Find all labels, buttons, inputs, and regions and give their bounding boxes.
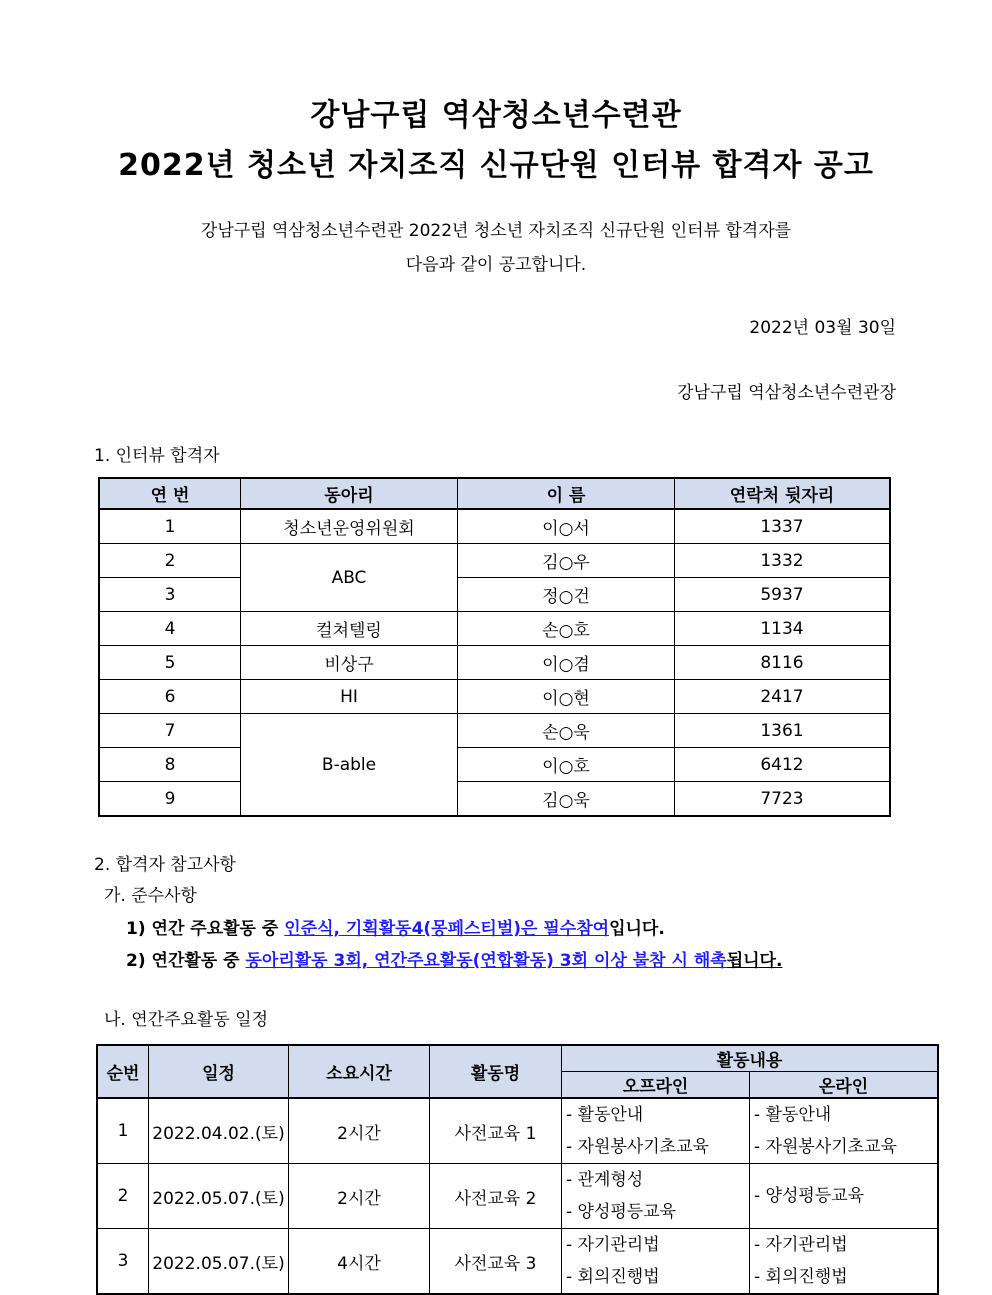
rule-1-prefix: 1) 연간 주요활동 중 [126, 919, 285, 939]
row-phone: 1337 [675, 509, 891, 544]
table-row [99, 680, 890, 714]
row-name: 정○건 [458, 578, 675, 612]
row-no: 8 [99, 748, 241, 782]
row-name: 이○겸 [458, 646, 675, 680]
row-no: 1 [99, 509, 241, 544]
col-duration: 소요시간 [289, 1045, 430, 1098]
rule-1 [126, 914, 665, 939]
row-club: 비상구 [241, 646, 458, 680]
row-name: 손○욱 [458, 714, 675, 748]
col-name: 이 름 [458, 478, 675, 509]
rule-2 [126, 946, 782, 971]
sched-date: 2022.05.07.(토) [149, 1164, 289, 1229]
sched-offline [562, 1164, 750, 1229]
sched-online [750, 1098, 939, 1164]
list-item: - 자기관리법 [754, 1235, 848, 1255]
table-row [99, 578, 890, 612]
col-content: 활동내용 [562, 1045, 939, 1072]
list-item: - 자원봉사기초교육 [566, 1137, 709, 1157]
row-phone: 1361 [675, 714, 891, 748]
section-1-heading: 1. 인터뷰 합격자 [94, 446, 220, 466]
sched-no: 2 [97, 1164, 149, 1229]
rule-1-highlight: 인준식, 기획활동4(몽페스티벌)은 필수참여 [284, 919, 610, 939]
col-online: 온라인 [750, 1072, 939, 1099]
sched-offline [562, 1229, 750, 1295]
sched-date: 2022.04.02.(토) [149, 1098, 289, 1164]
list-item: - 회의진행법 [754, 1267, 848, 1287]
row-club: B-able [241, 714, 458, 817]
row-phone: 8116 [675, 646, 891, 680]
list-item: - 양성평등교육 [754, 1186, 865, 1206]
title-line-1: 강남구립 역삼청소년수련관 [310, 98, 682, 133]
issuer: 강남구립 역삼청소년수련관장 [677, 383, 896, 403]
intro-line-2: 다음과 같이 공고합니다. [405, 255, 587, 275]
title-line-2: 2022년 청소년 자치조직 신규단원 인터뷰 합격자 공고 [118, 148, 874, 183]
row-phone: 6412 [675, 748, 891, 782]
row-name: 손○호 [458, 612, 675, 646]
row-club: HI [241, 680, 458, 714]
table-row [97, 1229, 938, 1295]
table-row [97, 1164, 938, 1229]
list-item: - 활동안내 [566, 1105, 644, 1125]
col-date: 일정 [149, 1045, 289, 1098]
table-row [99, 782, 890, 817]
list-item: - 활동안내 [754, 1105, 832, 1125]
section-2-heading: 2. 합격자 참고사항 [94, 855, 236, 875]
sched-no: 3 [97, 1229, 149, 1295]
row-name: 이○호 [458, 748, 675, 782]
passers-table [98, 477, 891, 817]
table-row [99, 509, 890, 544]
col-activity: 활동명 [430, 1045, 562, 1098]
table-row [99, 612, 890, 646]
table-row [99, 714, 890, 748]
sched-offline [562, 1098, 750, 1164]
table-row [97, 1098, 938, 1164]
intro-line-1: 강남구립 역삼청소년수련관 2022년 청소년 자치조직 신규단원 인터뷰 합격자를 [200, 221, 792, 241]
sched-activity: 사전교육 2 [430, 1164, 562, 1229]
sched-date: 2022.05.07.(토) [149, 1229, 289, 1295]
row-phone: 7723 [675, 782, 891, 817]
row-name: 김○우 [458, 544, 675, 578]
row-name: 이○현 [458, 680, 675, 714]
list-item: - 관계형성 [566, 1170, 644, 1190]
col-offline: 오프라인 [562, 1072, 750, 1099]
table-row [99, 748, 890, 782]
sched-activity: 사전교육 1 [430, 1098, 562, 1164]
subsection-a: 가. 준수사항 [104, 886, 197, 906]
col-no: 연 번 [99, 478, 241, 509]
schedule-table [96, 1044, 939, 1295]
row-no: 9 [99, 782, 241, 817]
sched-online [750, 1164, 939, 1229]
row-club: 컬쳐텔링 [241, 612, 458, 646]
list-item: - 회의진행법 [566, 1267, 660, 1287]
row-no: 4 [99, 612, 241, 646]
table-row [99, 646, 890, 680]
sched-duration: 2시간 [289, 1164, 430, 1229]
row-name: 이○서 [458, 509, 675, 544]
list-item: - 양성평등교육 [566, 1202, 677, 1222]
row-no: 3 [99, 578, 241, 612]
subsection-b: 나. 연간주요활동 일정 [104, 1010, 269, 1030]
row-no: 5 [99, 646, 241, 680]
table-row [99, 544, 890, 578]
announcement-date: 2022년 03월 30일 [749, 318, 896, 338]
row-no: 6 [99, 680, 241, 714]
rule-2-suffix: 됩니다. [726, 951, 783, 971]
row-phone: 2417 [675, 680, 891, 714]
rule-2-highlight: 동아리활동 3회, 연간주요활동(연합활동) 3회 이상 불참 시 해촉 [245, 951, 727, 971]
rule-2-prefix: 2) 연간활동 중 [126, 951, 246, 971]
col-club: 동아리 [241, 478, 458, 509]
row-phone: 5937 [675, 578, 891, 612]
sched-duration: 2시간 [289, 1098, 430, 1164]
row-phone: 1332 [675, 544, 891, 578]
list-item: - 자기관리법 [566, 1235, 660, 1255]
col-seq: 순번 [97, 1045, 149, 1098]
row-phone: 1134 [675, 612, 891, 646]
sched-activity: 사전교육 3 [430, 1229, 562, 1295]
col-phone: 연락처 뒷자리 [675, 478, 891, 509]
row-name: 김○욱 [458, 782, 675, 817]
sched-online [750, 1229, 939, 1295]
row-club: ABC [241, 544, 458, 612]
row-club: 청소년운영위원회 [241, 509, 458, 544]
sched-duration: 4시간 [289, 1229, 430, 1295]
rule-1-suffix: 입니다. [609, 919, 665, 939]
row-no: 7 [99, 714, 241, 748]
row-no: 2 [99, 544, 241, 578]
sched-no: 1 [97, 1098, 149, 1164]
list-item: - 자원봉사기초교육 [754, 1137, 897, 1157]
